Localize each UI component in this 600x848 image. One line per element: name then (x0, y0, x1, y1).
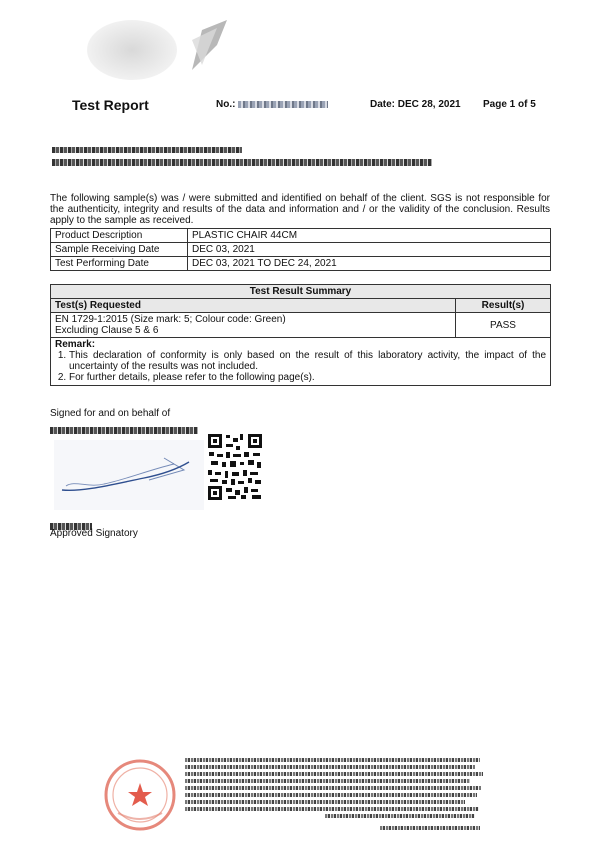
sample-info-label: Sample Receiving Date (51, 243, 188, 257)
test-result: PASS (456, 313, 551, 338)
table-row (51, 229, 551, 243)
report-number-label: No.: (216, 99, 236, 110)
column-header-result: Result(s) (456, 299, 551, 313)
remark-section (50, 338, 551, 386)
table-row (51, 313, 551, 338)
table-row (51, 257, 551, 271)
sample-info-table (50, 228, 551, 271)
remark-title: Remark: (55, 339, 96, 350)
company-seal-stamp (100, 755, 180, 835)
report-number (216, 99, 328, 110)
test-requested-cell (51, 313, 456, 338)
sample-info-label: Test Performing Date (51, 257, 188, 271)
qr-code (206, 432, 264, 502)
summary-title: Test Result Summary (51, 285, 551, 299)
table-row (51, 243, 551, 257)
redacted-client-address (52, 154, 432, 172)
report-date: Date: DEC 28, 2021 (370, 99, 461, 110)
list-item: 1. This declaration of conformity is only based on the result of this laboratory activity, the impact of the uncertainty of the results was not included. (69, 350, 546, 372)
column-header-test: Test(s) Requested (51, 299, 456, 313)
sample-info-value: DEC 03, 2021 (188, 243, 551, 257)
list-item: 2. For further details, please refer to the following page(s). (69, 372, 546, 383)
table-row (51, 285, 551, 299)
table-row (51, 299, 551, 313)
sample-info-value: DEC 03, 2021 TO DEC 24, 2021 (188, 257, 551, 271)
footer-fine-print (185, 758, 485, 833)
test-standard: EN 1729-1:2015 (Size mark: 5; Colour code: Green) (55, 314, 286, 325)
company-logo (52, 10, 242, 90)
signature-image (54, 440, 204, 510)
test-exclusion: Excluding Clause 5 & 6 (55, 325, 159, 336)
redacted-company-name (50, 422, 198, 440)
redacted-report-number (238, 101, 328, 108)
approved-signatory-label: Approved Signatory (50, 528, 138, 539)
report-title: Test Report (72, 97, 149, 113)
page-indicator: Page 1 of 5 (483, 99, 536, 110)
sample-info-label: Product Description (51, 229, 188, 243)
intro-paragraph: The following sample(s) was / were submitted and identified on behalf of the client. SGS is not responsible for the authenticity, integrity and results of the data and information and / or the validity of the conclusion. Results apply to the sample as received. (50, 193, 550, 226)
signed-for-label: Signed for and on behalf of (50, 408, 171, 419)
remark-list (55, 350, 546, 383)
sample-info-value: PLASTIC CHAIR 44CM (188, 229, 551, 243)
test-result-summary-table (50, 284, 551, 338)
